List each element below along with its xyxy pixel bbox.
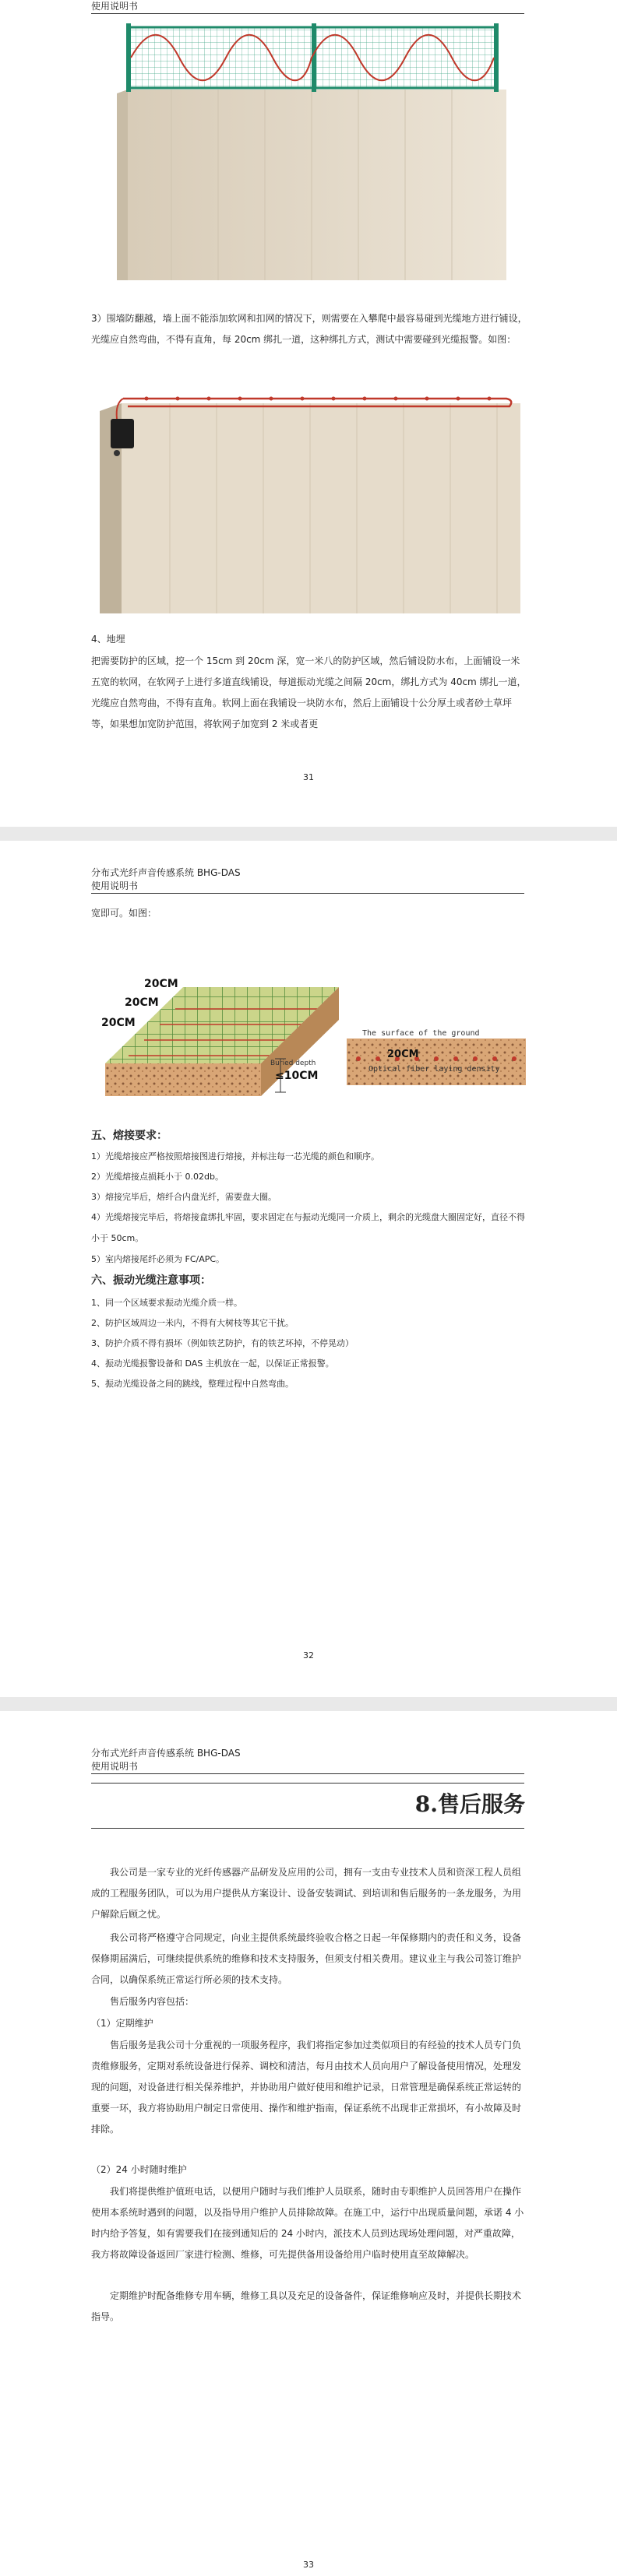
section-5-item-4: 4）光缆熔接完毕后，将熔接盒绑扎牢固，要求固定在与振动光缆同一介质上，剩余的光缆盘大圈固定好，直径不得小于 50cm。 [91, 1212, 525, 1243]
section-6-item-1: 1、同一个区域要求振动光缆介质一样。 [91, 1298, 242, 1308]
document-page-32 [0, 841, 617, 1697]
paragraph-wall-laying: 3）围墙防翻越，墙上面不能添加软网和扣网的情况下，则需要在入攀爬中最容易碰到光缆地方进行铺设，光缆应自然弯曲，不得有直角，每 20cm 绑扎一道，这种绑扎方式，测试中需要碰到光缆报警。如图： [91, 313, 527, 345]
buried-depth-value: ≤10CM [275, 1070, 319, 1082]
header-rule [91, 1783, 524, 1784]
paragraph-service-contents: 售后服务内容包括： [110, 1996, 195, 2007]
item-1-text: 售后服务是我公司十分重视的一项服务程序，我们将指定参加过类似项目的有经验的技术人员专门负责维修服务，定期对系统设备进行保养、调校和清洁，每月由技术人员向用户了解设备使用情况，处理发现的问题，对设备进行相关保养维护，并协助用户做好使用和维护记录，日常管理是确保系统正常运转的重要一环，我方将协助用户制定日常使用、操作和维护指南，保证系统不出现非正常损坏，有小故障及时排除。 [91, 2040, 522, 2135]
paragraph-buried: 把需要防护的区域，挖一个 15cm 到 20cm 深，宽一米八的防护区域，然后铺设防水布，上面铺设一米五宽的软网，在软网子上进行多道直线铺设，每道振动光缆之间隔 20cm，绑扎方式为 40cm 绑扎一道，光缆应自然弯曲，不得有直角。软网上面在我铺设一块防水布，然后上面铺设十公分厚土或者砂土草坪等，如果想加宽防护范围，将软网子加宽到 2 米或者更 [91, 655, 527, 729]
page-header [91, 866, 524, 894]
spacing-label-mid: 20CM [125, 996, 159, 1009]
section-6-item-3: 3、防护介质不得有损坏（例如铁艺防护，有的铁艺坏掉，不停晃动） [91, 1338, 354, 1348]
header-title: 分布式光纤声音传感系统 BHG-DAS [91, 867, 241, 878]
item-1-title: （1）定期维护 [91, 2018, 153, 2029]
paragraph-company: 我公司是一家专业的光纤传感器产品研发及应用的公司，拥有一支由专业技术人员和资深工程人员组成的工程服务团队，可以为用户提供从方案设计、设备安装调试、到培训和售后服务的一条龙服务，为用户解除后顾之忧。 [91, 1867, 522, 1920]
page-number: 33 [303, 2560, 314, 2570]
section-5-item-1: 1）光缆熔接应严格按照熔接图进行熔接，并标注每一芯光缆的颜色和顺序。 [91, 1151, 379, 1161]
surface-label: The surface of the ground [362, 1029, 480, 1038]
item-2-text: 我们将提供维护值班电话，以便用户随时与我们维护人员联系，随时由专职维护人员回答用户在操作使用本系统时遇到的问题，以及指导用户维护人员排除故障。在施工中，运行中出现质量问题，承诺 4 小时内给予答复，如有需要我们在接到通知后的 24 小时内，派技术人员到达现场处理问题，对严重故障，我方将故障设备返回厂家进行检测、维修，可先提供备用设备给用户临时使用直至故障解决。 [91, 2186, 524, 2260]
section-5-item-5: 5）室内熔接尾纤必须为 FC/APC。 [91, 1254, 225, 1264]
header-subtitle: 使用说明书 [91, 1, 139, 12]
buried-depth-label: Buried depth [270, 1060, 316, 1067]
chapter-title: 8.售后服务 [414, 1791, 525, 1817]
section-4-title: 4、地埋 [91, 634, 125, 645]
section-6-title: 六、振动光缆注意事项： [91, 1274, 211, 1287]
section-6-item-4: 4、振动光缆报警设备和 DAS 主机放在一起，以保证正常报警。 [91, 1358, 334, 1369]
section-5-item-2: 2）光缆熔接点损耗小于 0.02db。 [91, 1172, 224, 1182]
section-5-title: 五、熔接要求： [91, 1130, 167, 1142]
paragraph-warranty: 我公司将严格遵守合同规定，向业主提供系统最终验收合格之日起一年保修期内的责任和义务，设备保修期届满后，可继续提供系统的维修和技术支持服务，但须支付相关费用。建议业主与我公司签订维护合同，以确保系统正常运行所必须的技术支持。 [91, 1932, 522, 1985]
fusion-box-icon [111, 419, 134, 448]
item-2-text-2: 定期维护时配备维修专用车辆，维修工具以及充足的设备备件，保证维修响应及时，并提供长期技术指导。 [91, 2290, 522, 2322]
spacing-label-right: 20CM [387, 1049, 419, 1060]
item-2-title: （2）24 小时随时维护 [91, 2164, 187, 2175]
wall-cable-figure [100, 388, 520, 613]
paragraph-continued: 宽即可。如图： [91, 908, 157, 919]
header-subtitle: 使用说明书 [91, 880, 139, 891]
section-5-item-3: 3）熔接完毕后，熔纤合内盘光纤，需要盘大圈。 [91, 1192, 277, 1202]
page-header [91, 0, 524, 14]
spacing-label-top: 20CM [144, 978, 178, 990]
page-number: 31 [303, 772, 314, 782]
fence-wall-figure [117, 23, 506, 280]
page-number: 32 [303, 1650, 314, 1661]
page-header [91, 1747, 524, 1774]
document-page-33 [0, 1711, 617, 2576]
density-label: Optical fiber laying density [368, 1065, 500, 1074]
header-title: 分布式光纤声音传感系统 BHG-DAS [91, 1748, 241, 1759]
spacing-label-left: 20CM [101, 1017, 136, 1029]
buried-layout-figure [97, 972, 534, 1104]
chapter-rule [91, 1828, 524, 1829]
section-6-item-5: 5、振动光缆设备之间的跳线，整理过程中自然弯曲。 [91, 1379, 294, 1389]
document-page-31 [0, 0, 617, 827]
header-subtitle: 使用说明书 [91, 1761, 139, 1772]
section-6-item-2: 2、防护区域周边一米内，不得有大树枝等其它干扰。 [91, 1318, 294, 1328]
